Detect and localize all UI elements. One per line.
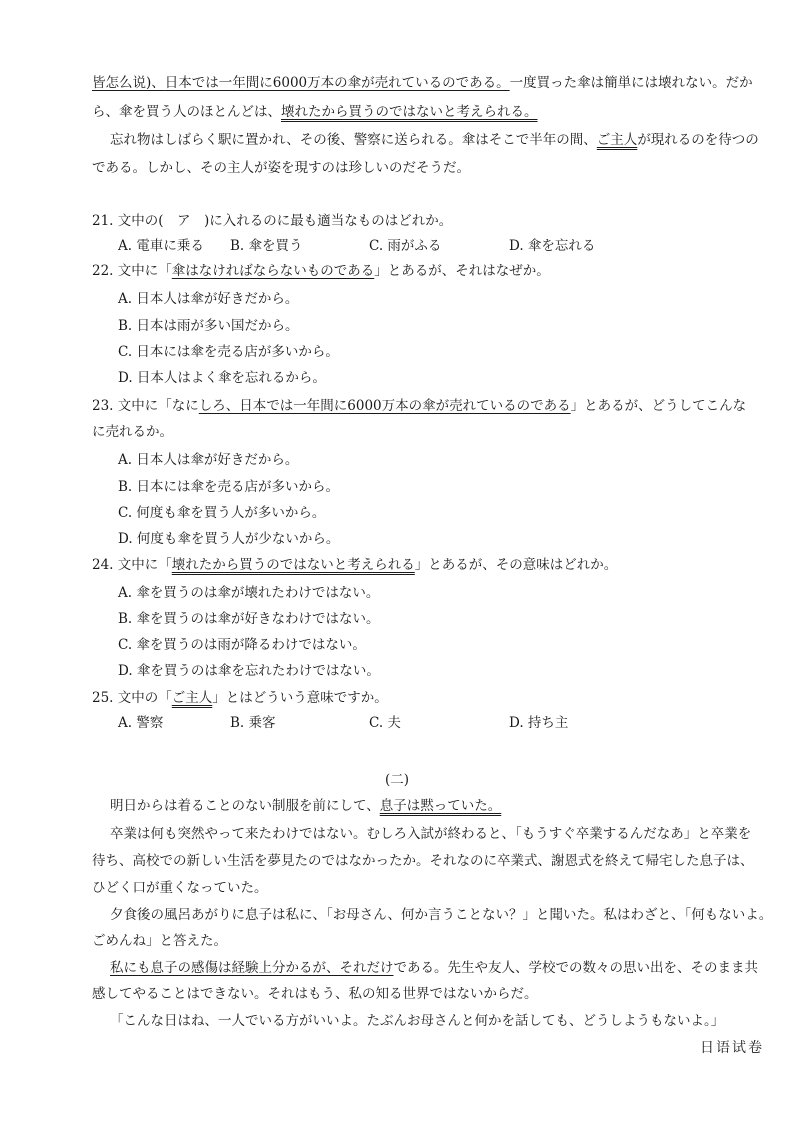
text-segment: 23. 文中に「なに bbox=[92, 398, 199, 414]
option-c: C. 雨がふる bbox=[369, 238, 442, 254]
footer-label: 日语试卷 bbox=[700, 1040, 764, 1056]
text-segment: 」とあるが、それはなぜか。 bbox=[374, 263, 550, 279]
underlined-text: 傘はなければならないものである bbox=[171, 263, 375, 279]
text-segment: が現れるのを待つの bbox=[637, 132, 759, 148]
underlined-text: ご主人 bbox=[596, 132, 638, 148]
question-24-option-d: D. 傘を買うのは傘を忘れたわけではない。 bbox=[118, 663, 380, 679]
question-23-option-a: A. 日本人は傘が好きだから。 bbox=[118, 452, 299, 468]
question-23-option-b: B. 日本には傘を売る店が多いから。 bbox=[118, 479, 340, 495]
underlined-text: 壊れたから買うのではないと考えられる bbox=[171, 557, 415, 573]
section2-paragraph-5: 「こんな日はね、一人でいる方がいいよ。たぶんお母さんと何かを話しても、どうしようもないよ。」 bbox=[110, 1013, 725, 1029]
text-segment: 皆怎么说)、 bbox=[92, 75, 165, 91]
question-21-stem: 21. 文中の( ア )に入れるのに最も適当なものはどれか。 bbox=[92, 213, 453, 229]
text-segment: 」とあるが、どうしてこんな bbox=[570, 398, 747, 414]
question-23-stem-cont: に売れるか。 bbox=[92, 424, 173, 440]
section2-paragraph-2-line-2: 待ち、高校での新しい生活を夢見たのではなかったか。それなのに卒業式、謝恩式を終えて帰宅した息子は、 bbox=[92, 853, 754, 869]
section2-paragraph-3-line-2: ごめんね」と答えた。 bbox=[92, 933, 227, 949]
underlined-text: 壊れたから買うのではないと考えられる。 bbox=[281, 104, 538, 120]
section2-paragraph-1 bbox=[110, 797, 501, 815]
underlined-text: しろ、日本では一年間に6000万本の傘が売れているのである bbox=[198, 398, 571, 414]
section2-paragraph-2-line-3: ひどく口が重くなっていた。 bbox=[92, 880, 268, 896]
text-segment: 忘れ物はしばらく駅に置かれ、その後、警察に送られる。傘はそこで半年の間、 bbox=[110, 132, 597, 148]
option-c: C. 夫 bbox=[369, 715, 401, 731]
question-23-option-d: D. 何度も傘を買う人が少ないから。 bbox=[118, 531, 340, 547]
question-23-option-c: C. 何度も傘を買う人が多いから。 bbox=[118, 505, 326, 521]
section-heading: (二) bbox=[384, 772, 410, 788]
underlined-text: 息子は黙っていた。 bbox=[379, 798, 502, 814]
text-segment: 24. 文中に「 bbox=[92, 557, 172, 573]
question-24-option-b: B. 傘を買うのは傘が好きなわけではない。 bbox=[118, 611, 380, 627]
underlined-text: 日本では一年間に6000万本の傘が売れているのである。 bbox=[164, 75, 510, 91]
question-23-stem bbox=[92, 397, 746, 415]
text-segment: 一度買った傘は簡単には壊れない。だか bbox=[509, 75, 753, 91]
question-25-stem bbox=[92, 689, 388, 707]
option-b: B. 乗客 bbox=[230, 715, 276, 731]
text-segment: 」とあるが、その意味はどれか。 bbox=[414, 557, 618, 573]
text-segment: ら、傘を買う人のほとんどは、 bbox=[92, 104, 281, 120]
question-22-option-a: A. 日本人は傘が好きだから。 bbox=[118, 291, 299, 307]
passage-line-2 bbox=[92, 103, 538, 121]
text-segment: 22. 文中に「 bbox=[92, 263, 172, 279]
underlined-text: 私にも息子の感傷は経験上分かるが、それだけ bbox=[110, 960, 394, 976]
section2-paragraph-4-line-1 bbox=[110, 959, 758, 977]
option-d: D. 傘を忘れる bbox=[509, 238, 596, 254]
question-22-stem bbox=[92, 262, 550, 280]
section2-paragraph-3-line-1: 夕食後の風呂あがりに息子は私に、「お母さん、何か言うことない？」と聞いた。私はわざと、「何もないよ。 bbox=[110, 907, 773, 923]
passage-line-1 bbox=[92, 74, 753, 92]
section2-paragraph-4-line-2: 感してやることはできない。それはもう、私の知る世界ではないからだ。 bbox=[92, 986, 538, 1002]
question-24-option-c: C. 傘を買うのは雨が降るわけではない。 bbox=[118, 637, 366, 653]
text-segment: 明日からは着ることのない制服を前にして、 bbox=[110, 798, 380, 814]
text-segment: 」とはどういう意味ですか。 bbox=[212, 690, 388, 706]
option-a: A. 電車に乗る bbox=[118, 238, 204, 254]
passage-line-3 bbox=[110, 131, 759, 149]
option-a: A. 警察 bbox=[118, 715, 164, 731]
text-segment: である。先生や友人、学校での数々の思い出を、そのまま共 bbox=[393, 960, 758, 976]
question-22-option-b: B. 日本は雨が多い国だから。 bbox=[118, 318, 299, 334]
section2-paragraph-2-line-1: 卒業は何も突然やって来たわけではない。むしろ入試が終わると、「もうすぐ卒業するんだなあ」と卒業を bbox=[110, 826, 752, 842]
question-24-stem bbox=[92, 556, 617, 574]
text-segment: 25. 文中の「 bbox=[92, 690, 172, 706]
option-b: B. 傘を買う bbox=[230, 238, 303, 254]
option-d: D. 持ち主 bbox=[509, 715, 569, 731]
question-22-option-c: C. 日本には傘を売る店が多いから。 bbox=[118, 344, 339, 360]
question-22-option-d: D. 日本人はよく傘を忘れるから。 bbox=[118, 370, 326, 386]
underlined-text: ご主人 bbox=[171, 690, 213, 706]
question-24-option-a: A. 傘を買うのは傘が壊れたわけではない。 bbox=[118, 585, 380, 601]
passage-line-4: である。しかし、その主人が姿を現すのは珍しいのだそうだ。 bbox=[92, 160, 470, 176]
